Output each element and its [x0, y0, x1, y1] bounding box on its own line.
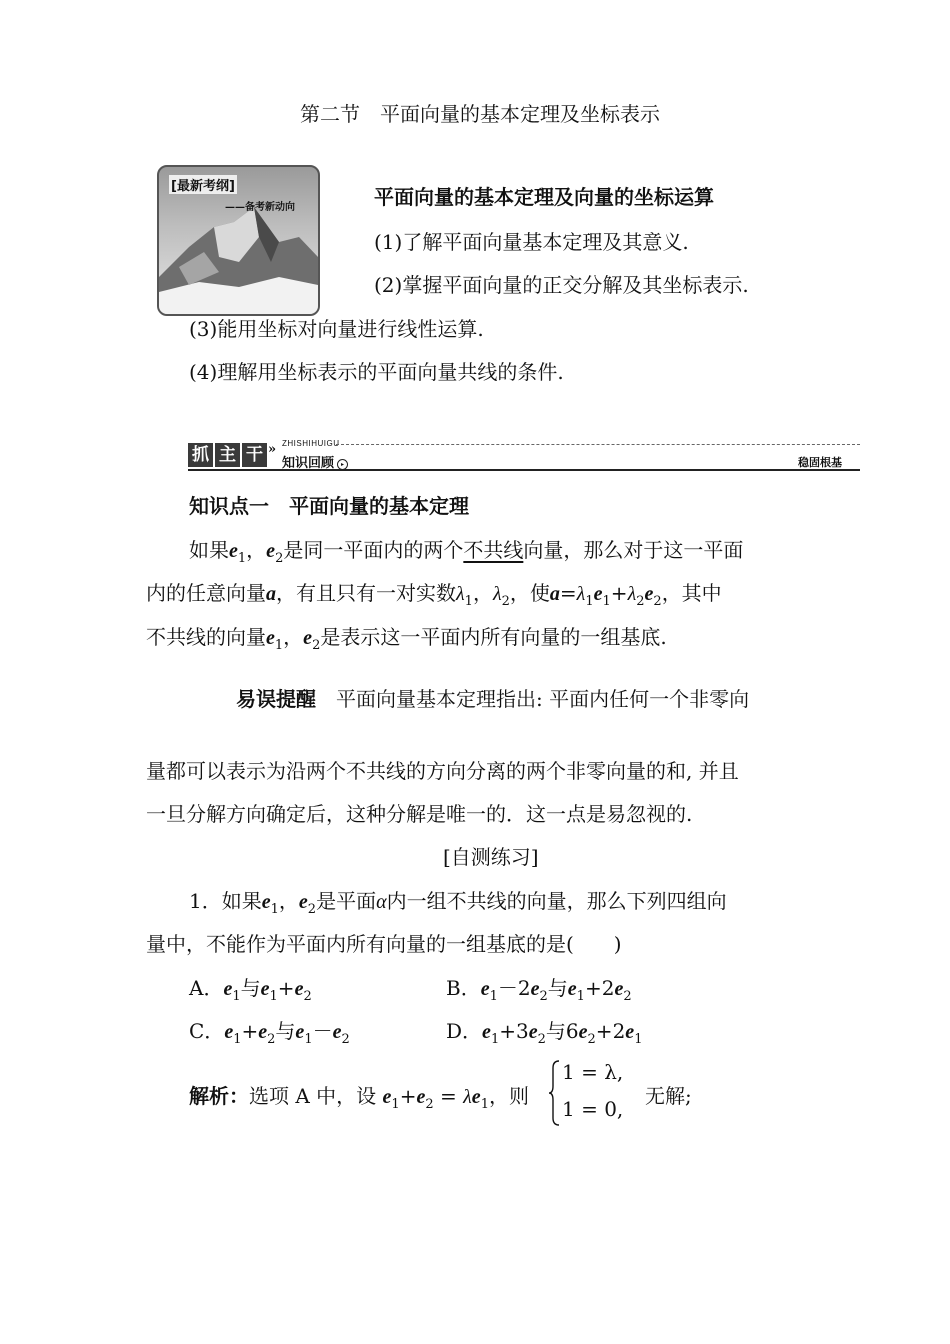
system-eq-2: 1 = 0, [562, 1097, 624, 1121]
tip-line-1: 易误提醒 平面向量基本定理指出: 平面内任何一个非零向 [236, 687, 750, 711]
brace-icon [548, 1060, 560, 1126]
option-d: D．$e_1+3e_2$与$6e_2+2e_1$ [446, 1019, 643, 1047]
banner-pinyin: ZHISHIHUIGU [282, 439, 340, 448]
point-line-1: 如果$e_1$，$e_2$是同一平面内的两个不共线向量，那么对于这一平面 [189, 538, 744, 566]
option-a: A．$e_1$与$e_1+e_2$ [189, 976, 312, 1004]
cover-title: [最新考纲] [169, 175, 237, 194]
tip-line-2: 量都可以表示为沿两个不共线的方向分离的两个非零向量的和, 并且 [146, 759, 739, 783]
banner-dotted-line [336, 444, 860, 445]
solution-label: 解析： [189, 1084, 249, 1108]
option-b: B．$e_1-2e_2$与$e_1+2e_2$ [446, 976, 632, 1004]
section-banner [188, 438, 860, 472]
point-line-2: 内的任意向量a，有且只有一对实数$\lambda_1$，$\lambda_2$，使$a=\lambda_1e_1+\lambda_2e_2$，其中 [146, 581, 722, 609]
banner-char: 抓 [188, 443, 213, 467]
practice-title: [自测练习] [443, 845, 539, 869]
outline-item-3: (3)能用坐标对向量进行线性运算. [189, 317, 484, 341]
cover-image [157, 165, 320, 316]
no-solution-text: 无解; [645, 1084, 692, 1108]
banner-arrows: » [268, 442, 277, 457]
option-c: C．$e_1+e_2$与$e_1-e_2$ [189, 1019, 350, 1047]
banner-label: 知识回顾 ▸ [282, 452, 348, 471]
outline-item-2: (2)掌握平面向量的正交分解及其坐标表示. [374, 273, 749, 297]
cover-subtitle: ——备考新动向 [225, 202, 295, 213]
outline-item-4: (4)理解用坐标表示的平面向量共线的条件. [189, 360, 564, 384]
banner-right-label: 稳固根基 [798, 456, 842, 469]
play-icon: ▸ [337, 459, 348, 470]
page-title: 第二节 平面向量的基本定理及坐标表示 [300, 102, 660, 126]
banner-char: 主 [215, 443, 240, 467]
outline-heading: 平面向量的基本定理及向量的坐标运算 [374, 185, 714, 209]
banner-char: 干 [242, 443, 267, 467]
banner-rule [188, 469, 860, 471]
tip-line-3: 一旦分解方向确定后，这种分解是唯一的．这一点是易忽视的. [146, 802, 693, 826]
tip-label: 易误提醒 [236, 687, 316, 711]
point-heading: 知识点一 平面向量的基本定理 [189, 494, 469, 518]
outline-item-1: (1)了解平面向量基本定理及其意义. [374, 230, 689, 254]
point-line-3: 不共线的向量$e_1$，$e_2$是表示这一平面内所有向量的一组基底. [146, 625, 667, 653]
underlined-term: 不共线 [463, 538, 524, 562]
question-line-2: 量中，不能作为平面内所有向量的一组基底的是( ) [146, 932, 622, 956]
solution-line: 解析：选项 A 中，设 $e_1+e_2 = \lambda e_1$，则 [189, 1084, 529, 1112]
question-line-1: 1．如果$e_1$，$e_2$是平面α内一组不共线的向量，那么下列四组向 [189, 889, 727, 917]
system-eq-1: 1 = λ, [562, 1060, 624, 1084]
